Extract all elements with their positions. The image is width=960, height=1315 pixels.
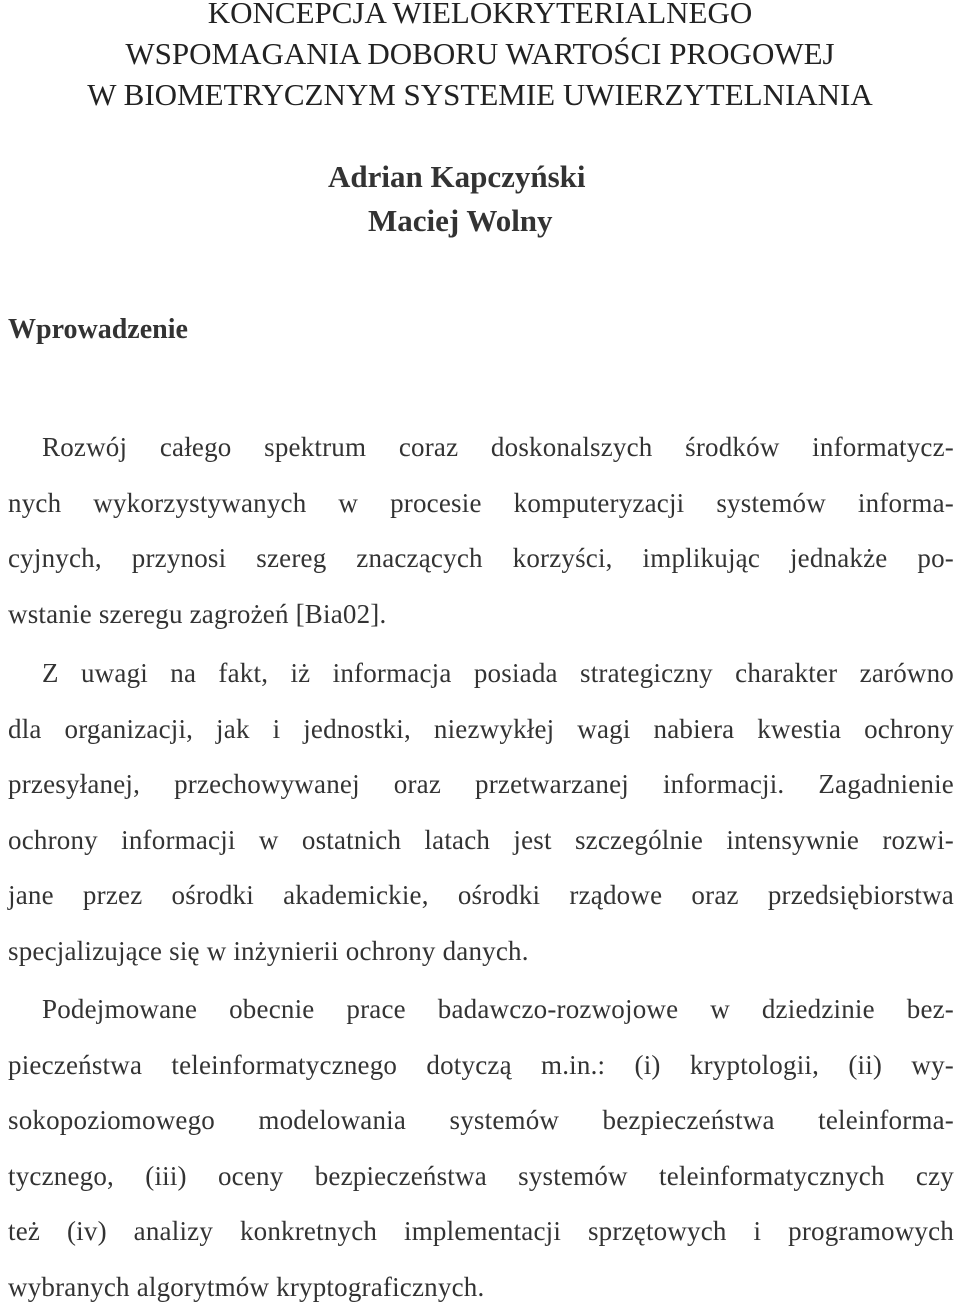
section-heading: Wprowadzenie	[8, 314, 188, 346]
title-line: KONCEPCJA WIELOKRYTERIALNEGO	[0, 0, 960, 33]
paragraph	[8, 420, 954, 642]
text-line: jane przez ośrodki akademickie, ośrodki rządowe oraz przedsiębiorstwa	[8, 868, 954, 924]
text-line: ochrony informacji w ostatnich latach jest szczególnie intensywnie rozwi-	[8, 813, 954, 869]
text-line: też (iv) analizy konkretnych implementacji sprzętowych i programowych	[8, 1204, 954, 1260]
author-name: Adrian Kapczyński	[328, 155, 648, 199]
author-list	[0, 155, 960, 243]
text-line: Podejmowane obecnie prace badawczo-rozwojowe w dziedzinie bez-	[8, 982, 954, 1038]
text-line: Rozwój całego spektrum coraz doskonalszych środków informatycz-	[8, 420, 954, 476]
paragraph	[8, 982, 954, 1315]
text-line: sokopoziomowego modelowania systemów bezpieczeństwa teleinforma-	[8, 1093, 954, 1149]
paragraph	[8, 646, 954, 979]
text-line: tycznego, (iii) oceny bezpieczeństwa systemów teleinformatycznych czy	[8, 1149, 954, 1205]
title-line: WSPOMAGANIA DOBORU WARTOŚCI PROGOWEJ	[0, 33, 960, 74]
text-line: nych wykorzystywanych w procesie komputeryzacji systemów informa-	[8, 476, 954, 532]
text-line: cyjnych, przynosi szereg znaczących korzyści, implikując jednakże po-	[8, 531, 954, 587]
title-line: W BIOMETRYCZNYM SYSTEMIE UWIERZYTELNIANIA	[0, 74, 960, 115]
author-name: Maciej Wolny	[368, 199, 688, 243]
text-line: specjalizujące się w inżynierii ochrony danych.	[8, 924, 954, 980]
text-line: wybranych algorytmów kryptograficznych.	[8, 1260, 954, 1315]
paper-title	[0, 0, 960, 115]
text-line: dla organizacji, jak i jednostki, niezwykłej wagi nabiera kwestia ochrony	[8, 702, 954, 758]
text-line: przesyłanej, przechowywanej oraz przetwarzanej informacji. Zagadnienie	[8, 757, 954, 813]
text-line: wstanie szeregu zagrożeń [Bia02].	[8, 587, 954, 643]
text-line: pieczeństwa teleinformatycznego dotyczą m.in.: (i) kryptologii, (ii) wy-	[8, 1038, 954, 1094]
text-line: Z uwagi na fakt, iż informacja posiada strategiczny charakter zarówno	[8, 646, 954, 702]
